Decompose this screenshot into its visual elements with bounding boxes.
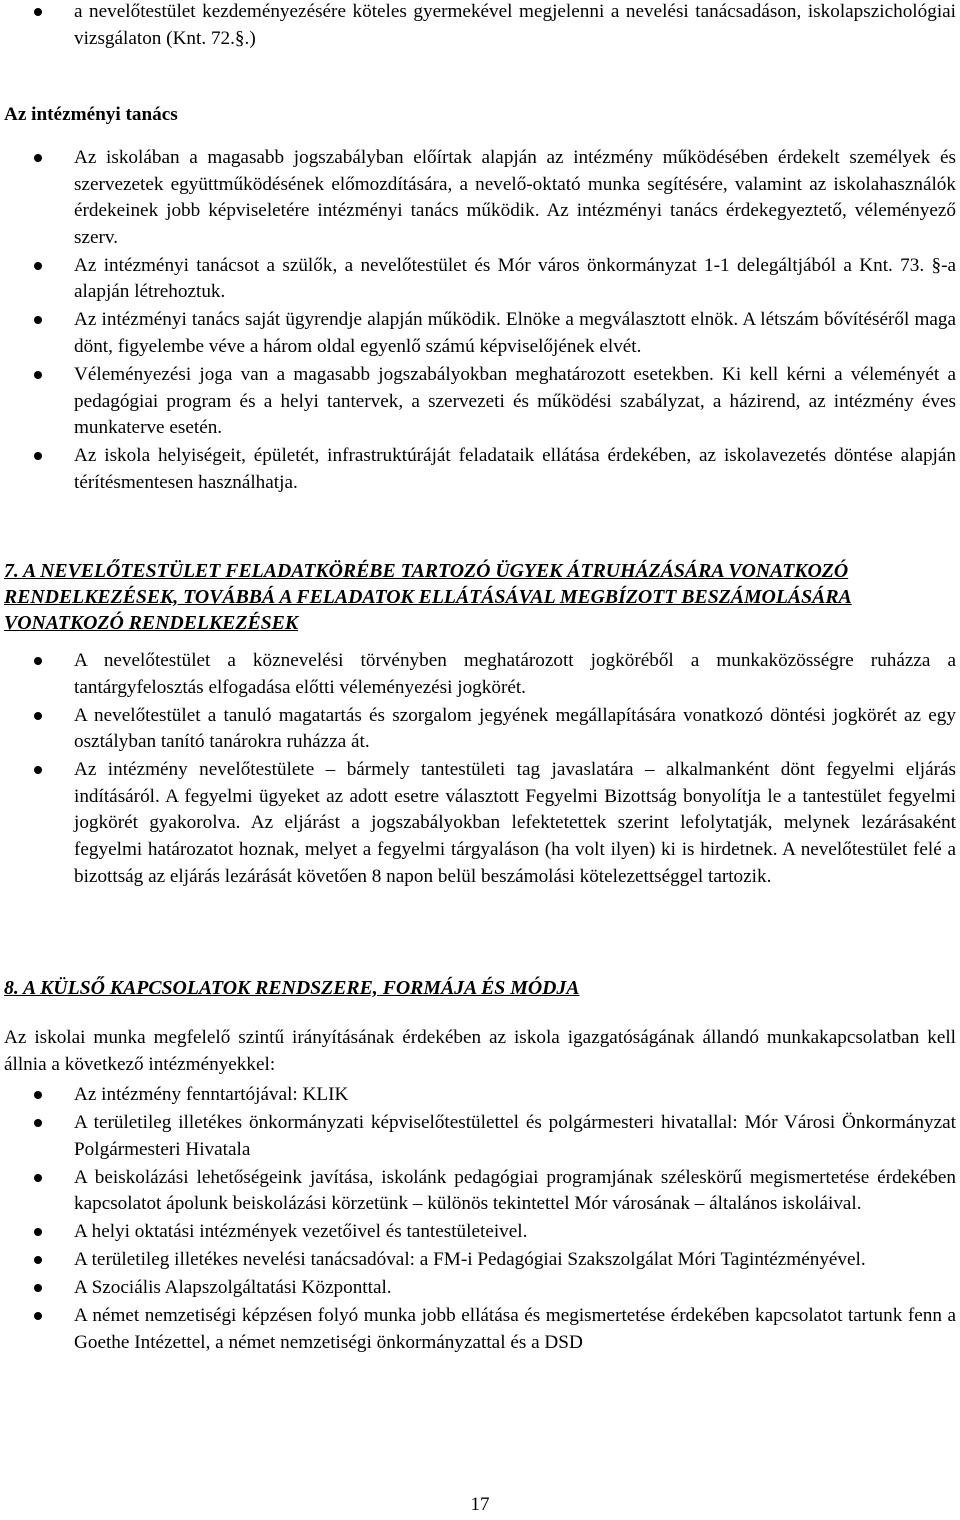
list-item: A nevelőtestület a tanuló magatartás és szorgalom jegyének megállapítására vonatkozó döntési jogkörét az egy osztályban tanító tanárokra ruházza át.: [0, 703, 960, 756]
section-heading-council: Az intézményi tanács: [4, 104, 178, 125]
list-item: Az intézményi tanácsot a szülők, a nevelőtestület és Mór város önkormányzat 1-1 delegáltjából a Knt. 73. §-a alapján létrehoztuk.: [0, 253, 960, 306]
list-item: A beiskolázási lehetőségeink javítása, iskolánk pedagógiai programjának széleskörű megismertetése érdekében kapcsolatot ápolunk beiskolázási körzetünk – különös tekintettel Mór városának – általános iskoláival.: [0, 1165, 960, 1218]
section-7-bullet-list: [0, 648, 960, 890]
section-8-bullet-list: [0, 1082, 960, 1356]
list-item: Véleményezési joga van a magasabb jogszabályokban meghatározott esetekben. Ki kell kérni a véleményét a pedagógiai program és a helyi tantervek, a szervezeti és működési szabályzat, a házirend, az intézmény éves munkaterve esetén.: [0, 362, 960, 442]
top-bullet-list: [0, 0, 960, 52]
section-8-bullet-block: [0, 1082, 960, 1356]
section-7-bullet-block: [0, 648, 960, 890]
list-item: A nevelőtestület a köznevelési törvényben meghatározott jogköréből a munkaközösségre ruházza a tantárgyfelosztás elfogadása előtti véleményezési jogkörét.: [0, 648, 960, 701]
list-item: A területileg illetékes nevelési tanácsadóval: a FM-i Pedagógiai Szakszolgálat Móri Tagintézményével.: [0, 1247, 960, 1274]
list-item: Az intézmény fenntartójával: KLIK: [0, 1082, 960, 1109]
section-8-intro: Az iskolai munka megfelelő szintű irányításának érdekében az iskola igazgatóságának állandó munkakapcsolatban kell állnia a következő intézményekkel:: [4, 1027, 956, 1075]
list-item: Az intézmény nevelőtestülete – bármely tantestületi tag javaslatára – alkalmanként dönt fegyelmi eljárás indításáról. A fegyelmi ügyeket az adott esetre választott Fegyelmi Bizottság bonyolítja le a tantestület fegyelmi jogkörét gyakorolva. Az eljárást a jogszabályokban lefektetettek szerint lefolytatják, melynek lezárásaként fegyelmi határozatot hoznak, melyet a fegyelmi tárgyaláson (ha volt ilyen) ki is hirdetnek. A nevelőtestület felé a bizottság az eljárás lezárását követően 8 napon belül beszámolási kötelezettséggel tartozik.: [0, 757, 960, 890]
list-item: A területileg illetékes önkormányzati képviselőtestülettel és polgármesteri hivatallal: Mór Városi Önkormányzat Polgármesteri Hivatala: [0, 1110, 960, 1163]
list-item: A német nemzetiségi képzésen folyó munka jobb ellátása és megismertetése érdekében kapcsolatot tartunk fenn a Goethe Intézettel, a német nemzetiségi önkormányzattal és a DSD: [0, 1303, 960, 1356]
section-heading-7: 7. A NEVELŐTESTÜLET FELADATKÖRÉBE TARTOZÓ ÜGYEK ÁTRUHÁZÁSÁRA VONATKOZÓ RENDELKEZÉSEK, TOVÁBBÁ A FELADATOK ELLÁTÁSÁVAL MEGBÍZOTT BESZÁMOLÁSÁRA VONATKOZÓ RENDELKEZÉSEK: [4, 560, 852, 635]
council-bullet-block: [0, 145, 960, 496]
list-item: Az intézményi tanács saját ügyrendje alapján működik. Elnöke a megválasztott elnök. A létszám bővítéséről maga dönt, figyelembe véve a három oldal egyenlő számú képviselőjének elvét.: [0, 307, 960, 360]
list-item: Az iskola helyiségeit, épületét, infrastruktúráját feladataik ellátása érdekében, az iskolavezetés döntése alapján térítésmentesen használhatja.: [0, 443, 960, 496]
council-bullet-list: [0, 145, 960, 496]
list-item: Az iskolában a magasabb jogszabályban előírtak alapján az intézmény működésében érdekelt személyek és szervezetek együttműködésének előmozdítására, a nevelő-oktató munka segítésére, valamint az iskolahasználók érdekeinek jobb képviseletére intézményi tanács működik. Az intézményi tanács érdekegyeztető, véleményező szerv.: [0, 145, 960, 251]
list-item: A helyi oktatási intézmények vezetőivel és tantestületeivel.: [0, 1219, 960, 1246]
top-bullet-block: [0, 0, 960, 52]
list-item: a nevelőtestület kezdeményezésére köteles gyermekével megjelenni a nevelési tanácsadáson, iskolapszichológiai vizsgálaton (Knt. 72.§.): [0, 0, 960, 52]
list-item: A Szociális Alapszolgáltatási Központtal.: [0, 1275, 960, 1302]
page-number: 17: [470, 1494, 490, 1515]
section-heading-8: 8. A KÜLSŐ KAPCSOLATOK RENDSZERE, FORMÁJA ÉS MÓDJA: [4, 977, 580, 999]
